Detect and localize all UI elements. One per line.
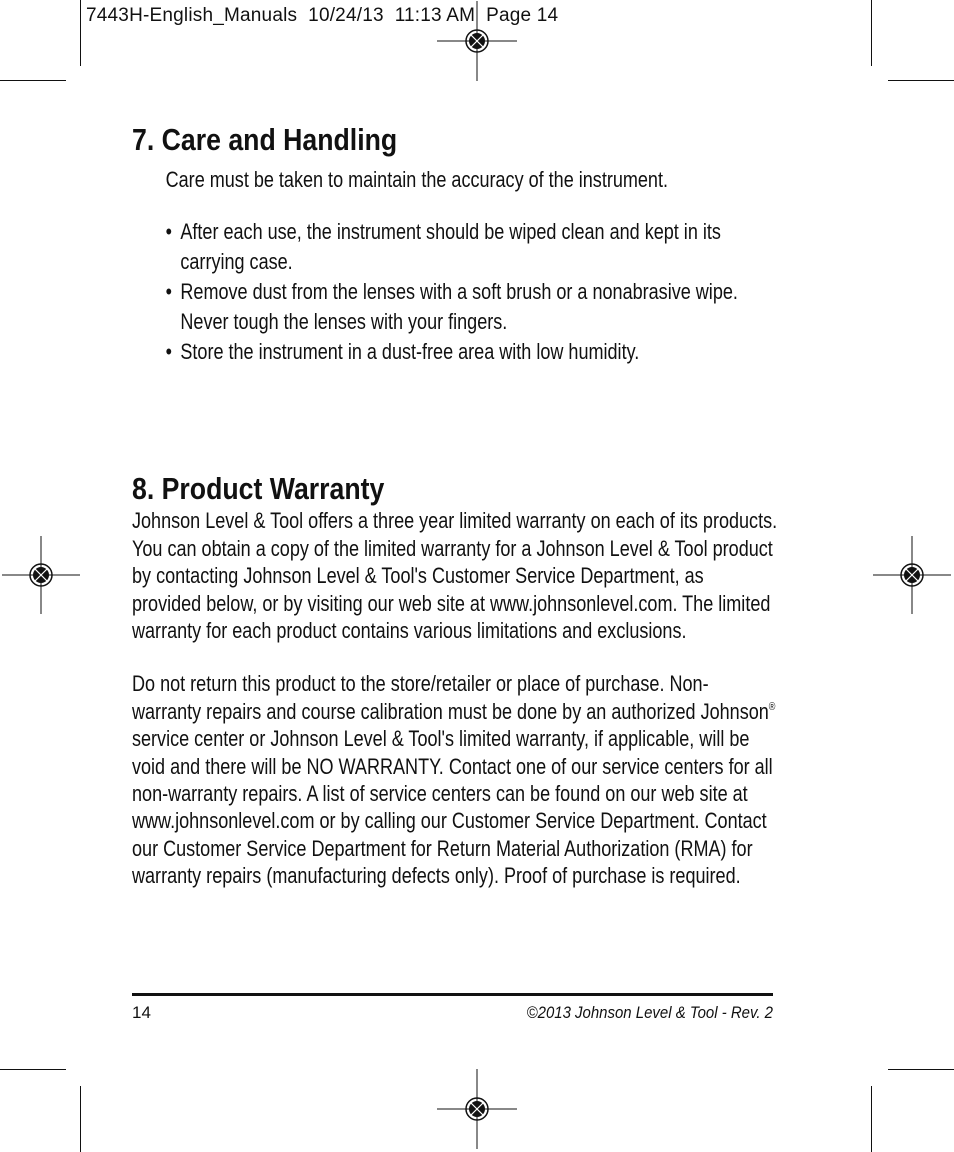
care-list — [166, 217, 778, 367]
crop-mark-top-right-v — [871, 0, 872, 66]
crop-mark-bottom-right-v — [871, 1086, 872, 1152]
section-7-body — [132, 166, 777, 367]
section-8-body — [132, 507, 777, 889]
crop-mark-top-left-v — [80, 0, 81, 66]
warranty-paragraph: Johnson Level & Tool offers a three year limited warranty on each of its products. You can obtain a copy of the limited warranty for a Johnson Level & Tool product by contacting Johnson Level & Tool's Customer Service Department, as provided below, or by visiting our web site at www.johnsonlevel.com. The limited warranty for each product contains various limitations and exclusions. — [132, 508, 778, 644]
page-number: 14 — [132, 1003, 151, 1022]
registration-mark-icon — [873, 536, 951, 614]
registered-mark: ® — [768, 700, 776, 713]
list-item: • Store the instrument in a dust-free area with low humidity. — [166, 337, 778, 367]
page-content — [132, 122, 777, 890]
section-7-intro: Care must be taken to maintain the accuracy of the instrument. — [165, 167, 668, 192]
crop-mark-bottom-left-v — [80, 1086, 81, 1152]
list-item: • Remove dust from the lenses with a soft brush or a nonabrasive wipe. Never tough the lenses with your fingers. — [166, 277, 778, 337]
copyright-notice: ©2013 Johnson Level & Tool - Rev. 2 — [526, 1003, 773, 1022]
list-item: • After each use, the instrument should be wiped clean and kept in its carrying case. — [166, 217, 778, 277]
crop-mark-top-right-h — [888, 80, 954, 81]
registration-mark-icon — [437, 1, 517, 81]
registration-mark-icon — [437, 1069, 517, 1149]
return-paragraph — [132, 670, 777, 889]
return-paragraph-end: service center or Johnson Level & Tool's limited warranty, if applicable, will be void and there will be NO WARRANTY. Contact one of our service centers for all non-warranty repairs. A list of service centers can be found on our web site at www.johnsonlevel.com or by calling our Customer Service Department. Contact our Customer Service Department for Return Material Authorization (RMA) for warranty repairs (manufacturing defects only). Proof of purchase is required. — [132, 726, 773, 889]
return-paragraph-start: Do not return this product to the store/retailer or place of purchase. Non-warranty repairs and course calibration must be done by an authorized Johnson — [132, 671, 769, 724]
crop-mark-bottom-left-h — [0, 1069, 66, 1070]
crop-mark-top-left-h — [0, 80, 66, 81]
printer-slug: 7443H-English_Manuals 10/24/13 11:13 AM Page 14 — [86, 5, 559, 26]
crop-mark-bottom-right-h — [888, 1069, 954, 1070]
section-7-heading: 7. Care and Handling — [132, 122, 398, 157]
footer-rule — [132, 993, 773, 996]
registration-mark-icon — [2, 536, 80, 614]
section-8-heading: 8. Product Warranty — [132, 471, 385, 507]
